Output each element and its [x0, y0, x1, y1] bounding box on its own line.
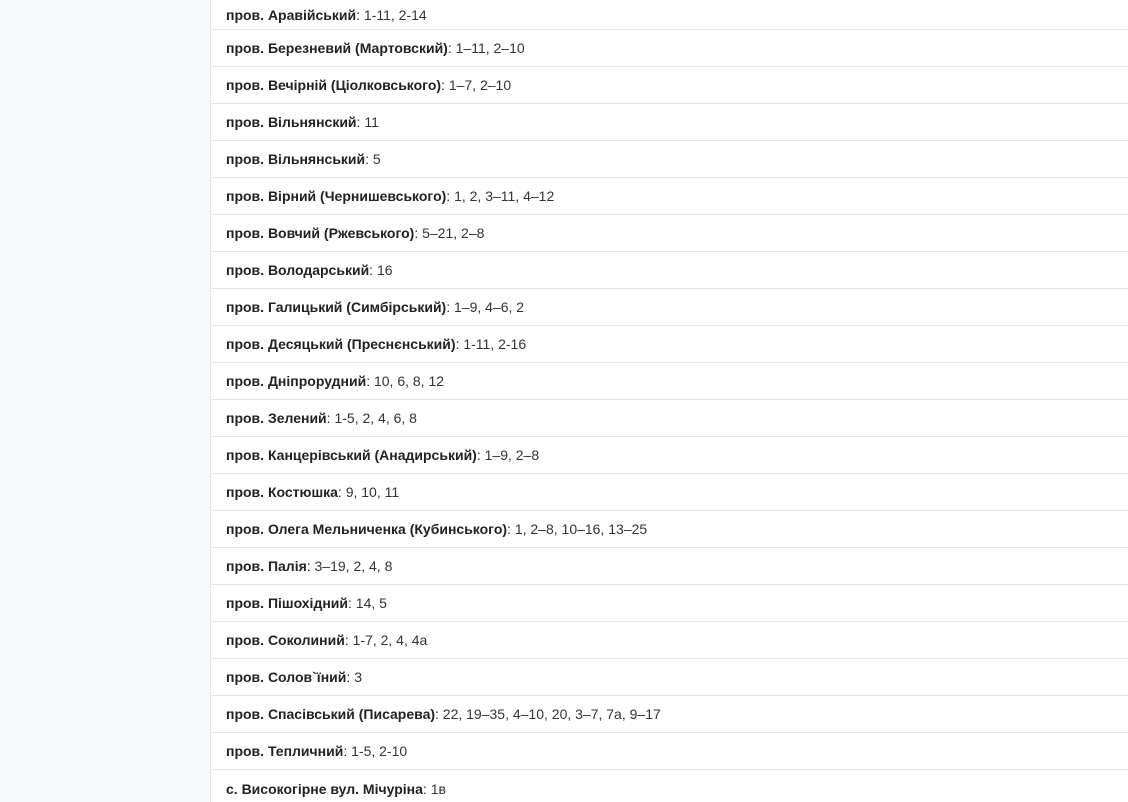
list-item: [211, 252, 1128, 289]
separator: :: [369, 262, 377, 278]
street-name: пров. Галицький (Симбірський): [226, 299, 447, 315]
street-name: пров. Олега Мельниченка (Кубинського): [226, 521, 508, 537]
separator: :: [365, 151, 373, 167]
list-item: [211, 178, 1128, 215]
street-name: пров. Вечірній (Ціолковського): [226, 77, 442, 93]
list-item: [211, 215, 1128, 252]
house-numbers: 22, 19–35, 4–10, 20, 3–7, 7а, 9–17: [442, 706, 661, 722]
list-item: [211, 67, 1128, 104]
list-item: [211, 733, 1128, 770]
street-name: пров. Десяцький (Преснєнський): [226, 336, 456, 352]
separator: :: [414, 225, 423, 241]
separator: :: [344, 632, 353, 648]
house-numbers: 5: [372, 151, 381, 167]
street-name: пров. Вільнянский: [226, 114, 357, 130]
list-item: [211, 30, 1128, 67]
list-item: [211, 289, 1128, 326]
left-gutter: [0, 0, 210, 802]
street-list: [211, 0, 1128, 802]
separator: :: [343, 743, 352, 759]
list-item: [211, 548, 1128, 585]
house-numbers: 1-11, 2-16: [463, 336, 527, 352]
street-name: пров. Дніпрорудний: [226, 373, 367, 389]
separator: :: [356, 6, 364, 23]
house-numbers: 14, 5: [355, 595, 387, 611]
list-item: [211, 770, 1128, 802]
separator: :: [447, 40, 456, 56]
separator: :: [446, 188, 455, 204]
list-item: [211, 659, 1128, 696]
street-name: пров. Костюшка: [226, 484, 338, 500]
list-item: [211, 141, 1128, 178]
street-name: пров. Вільнянський: [226, 151, 366, 167]
separator: :: [476, 447, 485, 463]
house-numbers: 1-5, 2-10: [351, 743, 408, 759]
list-item: [211, 326, 1128, 363]
house-numbers: 1–9, 2–8: [484, 447, 540, 463]
separator: :: [306, 558, 315, 574]
content-panel: [210, 0, 1128, 802]
street-name: пров. Палія: [226, 558, 307, 574]
street-name: пров. Тепличний: [226, 743, 344, 759]
list-item: [211, 104, 1128, 141]
street-name: пров. Зелений: [226, 410, 327, 426]
house-numbers: 9, 10, 11: [345, 484, 400, 500]
street-name: пров. Соколиний: [226, 632, 345, 648]
house-numbers: 1-11, 2-14: [363, 6, 427, 23]
separator: :: [446, 299, 455, 315]
street-name: пров. Вірний (Чернишевського): [226, 188, 447, 204]
street-name: пров. Аравійський: [226, 6, 357, 23]
house-numbers: 1-5, 2, 4, 6, 8: [334, 410, 417, 426]
house-numbers: 1–7, 2–10: [448, 77, 512, 93]
separator: :: [356, 114, 365, 130]
house-numbers: 3: [354, 669, 362, 685]
house-numbers: 3–19, 2, 4, 8: [314, 558, 393, 574]
separator: :: [455, 336, 464, 352]
list-item: [211, 511, 1128, 548]
house-numbers: 1–11, 2–10: [455, 40, 525, 56]
list-item: [211, 696, 1128, 733]
street-name: пров. Володарський: [226, 262, 370, 278]
house-numbers: 1в: [430, 780, 446, 797]
house-numbers: 11: [364, 114, 379, 130]
house-numbers: 1, 2–8, 10–16, 13–25: [514, 521, 648, 537]
list-item: [211, 0, 1128, 30]
house-numbers: 10, 6, 8, 12: [373, 373, 445, 389]
separator: :: [441, 77, 449, 93]
house-numbers: 1-7, 2, 4, 4а: [352, 632, 428, 648]
street-name: пров. Спасівський (Писарева): [226, 706, 436, 722]
house-numbers: 16: [376, 262, 393, 278]
street-name: пров. Березневий (Мартовский): [226, 40, 448, 56]
house-numbers: 1–9, 4–6, 2: [454, 299, 525, 315]
list-item: [211, 400, 1128, 437]
separator: :: [348, 595, 356, 611]
list-item: [211, 474, 1128, 511]
separator: :: [366, 373, 374, 389]
list-item: [211, 585, 1128, 622]
street-name: с. Високогірне вул. Мічуріна: [226, 780, 423, 797]
list-item: [211, 622, 1128, 659]
list-item: [211, 437, 1128, 474]
street-name: пров. Вовчий (Ржевського): [226, 225, 415, 241]
separator: :: [337, 484, 346, 500]
street-name: пров. Солов`їний: [226, 669, 347, 685]
street-name: пров. Канцерівський (Анадирський): [226, 447, 477, 463]
separator: :: [326, 410, 335, 426]
separator: :: [507, 521, 515, 537]
street-name: пров. Пішохідний: [226, 595, 349, 611]
separator: :: [346, 669, 355, 685]
separator: :: [422, 780, 431, 797]
house-numbers: 5–21, 2–8: [422, 225, 485, 241]
house-numbers: 1, 2, 3–11, 4–12: [454, 188, 555, 204]
list-item: [211, 363, 1128, 400]
separator: :: [435, 706, 443, 722]
